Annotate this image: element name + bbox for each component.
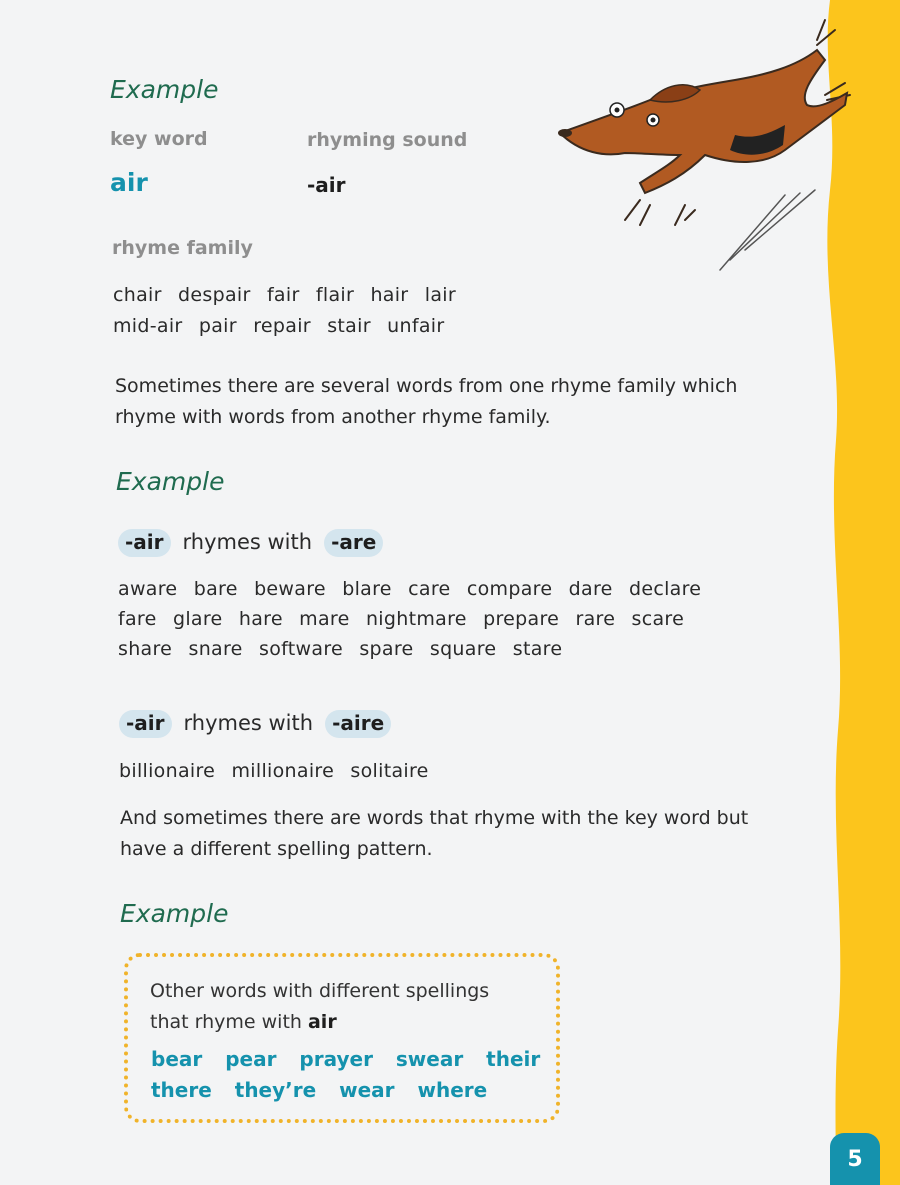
rhyme-family-line-2: mid-air pair repair stair unfair bbox=[113, 315, 445, 337]
chip-are: -are bbox=[324, 529, 383, 557]
paragraph-1-line-2: rhyme with words from another rhyme family. bbox=[115, 406, 551, 428]
are-words-line-2: fare glare hare mare nightmare prepare rare scare bbox=[118, 608, 685, 630]
paragraph-1-line-1: Sometimes there are several words from one rhyme family which bbox=[115, 375, 738, 397]
chip-air: -air bbox=[118, 529, 171, 557]
box-text-line-2 bbox=[150, 1007, 337, 1038]
rhymes-with-line-1 bbox=[118, 530, 383, 554]
example-heading-2: Example bbox=[116, 467, 225, 496]
rhyming-sound: -air bbox=[307, 173, 346, 197]
rhyme-family-label: rhyme family bbox=[112, 237, 253, 259]
rhyme-family-line-1: chair despair fair flair hair lair bbox=[113, 284, 456, 306]
paragraph-2-line-1: And sometimes there are words that rhyme with the key word but bbox=[120, 807, 749, 829]
rhymes-with-line-2 bbox=[119, 711, 391, 735]
box-words-line-1: bear pear prayer swear their bbox=[151, 1047, 541, 1071]
paragraph-2-line-2: have a different spelling pattern. bbox=[120, 838, 433, 860]
dog-illustration bbox=[555, 5, 855, 280]
box-text-prefix: that rhyme with bbox=[150, 1011, 308, 1033]
box-text-bold-air: air bbox=[307, 1011, 337, 1033]
are-words-line-3: share snare software spare square stare bbox=[118, 638, 563, 660]
are-words-line-1: aware bare beware blare care compare dare declare bbox=[118, 578, 702, 600]
rhymes-with-text: rhymes with bbox=[183, 711, 314, 735]
aire-words-line: billionaire millionaire solitaire bbox=[119, 760, 429, 782]
rhyming-sound-label: rhyming sound bbox=[307, 129, 468, 151]
box-words-line-2: there they’re wear where bbox=[151, 1078, 488, 1102]
key-word: air bbox=[110, 168, 148, 197]
key-word-label: key word bbox=[110, 128, 208, 150]
example-heading-1: Example bbox=[110, 75, 219, 104]
rhymes-with-text: rhymes with bbox=[182, 530, 313, 554]
page-number: 5 bbox=[830, 1133, 880, 1185]
chip-air: -air bbox=[119, 710, 172, 738]
chip-aire: -aire bbox=[325, 710, 391, 738]
example-heading-3: Example bbox=[120, 899, 229, 928]
box-text-line-1: Other words with different spellings bbox=[150, 980, 490, 1002]
